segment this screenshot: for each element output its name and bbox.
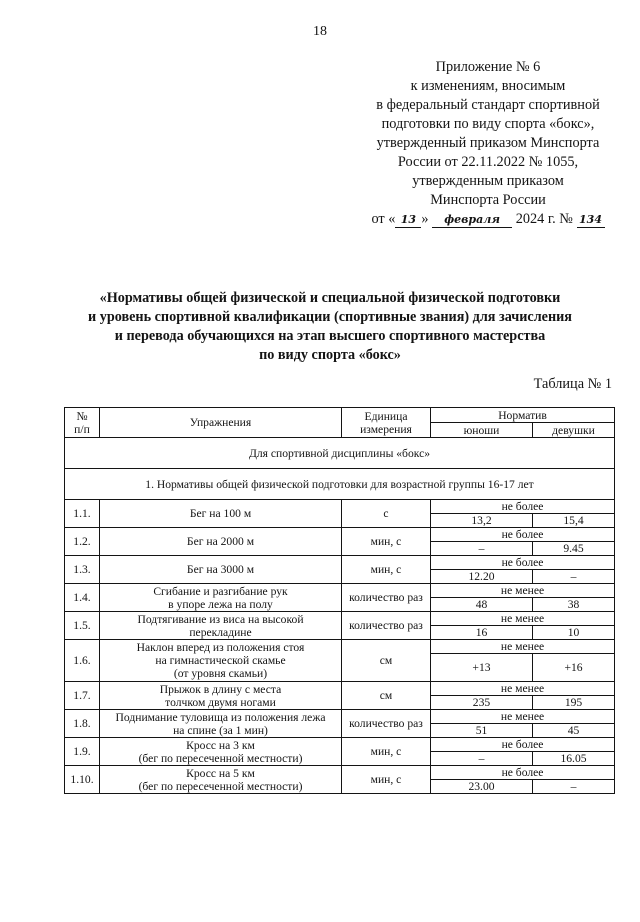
row-unit: количество раз <box>342 710 431 738</box>
row-exercise: Бег на 2000 м <box>100 528 342 556</box>
order-date-line <box>350 210 626 229</box>
appendix-block <box>350 58 626 229</box>
row-girls-value: +16 <box>533 654 615 682</box>
row-number: 1.6. <box>65 640 100 682</box>
row-number: 1.3. <box>65 556 100 584</box>
appendix-line: к изменениям, вносимым <box>410 78 566 94</box>
row-exercise: Наклон вперед из положения стоя на гимнастической скамье (от уровня скамьи) <box>100 640 342 682</box>
header-boys: юноши <box>431 423 533 438</box>
row-number: 1.7. <box>65 682 100 710</box>
row-number: 1.10. <box>65 766 100 794</box>
row-girls-value: 16.05 <box>533 752 615 766</box>
table-row <box>65 584 615 598</box>
row-condition: не более <box>431 500 615 514</box>
header-girls: девушки <box>533 423 615 438</box>
row-girls-value: – <box>533 780 615 794</box>
row-unit: см <box>342 640 431 682</box>
row-girls-value: 38 <box>533 598 615 612</box>
appendix-line: в федеральный стандарт спортивной <box>376 97 600 113</box>
title-line: по виду спорта «бокс» <box>259 347 401 363</box>
row-unit: мин, с <box>342 528 431 556</box>
norms-table <box>64 407 615 794</box>
row-number: 1.8. <box>65 710 100 738</box>
row-unit: см <box>342 682 431 710</box>
header-exercise: Упражнения <box>100 408 342 438</box>
table-row <box>65 640 615 654</box>
row-boys-value: 23.00 <box>431 780 533 794</box>
order-from-label: от « <box>371 211 396 227</box>
row-exercise: Бег на 100 м <box>100 500 342 528</box>
appendix-line: Минспорта России <box>430 192 546 208</box>
row-girls-value: – <box>533 570 615 584</box>
row-boys-value: 48 <box>431 598 533 612</box>
row-condition: не более <box>431 738 615 752</box>
row-boys-value: +13 <box>431 654 533 682</box>
row-girls-value: 15,4 <box>533 514 615 528</box>
appendix-line: утвержденным приказом <box>412 173 564 189</box>
row-girls-value: 195 <box>533 696 615 710</box>
title-line: и уровень спортивной квалификации (спортивные звания) для зачисления <box>88 309 572 325</box>
row-girls-value: 9.45 <box>533 542 615 556</box>
discipline-row: Для спортивной дисциплины «бокс» <box>65 438 615 469</box>
appendix-line: Приложение № 6 <box>435 59 541 75</box>
table-label: Таблица № 1 <box>533 376 612 392</box>
row-condition: не менее <box>431 710 615 724</box>
row-condition: не более <box>431 556 615 570</box>
row-exercise: Поднимание туловища из положения лежа на спине (за 1 мин) <box>100 710 342 738</box>
row-exercise: Подтягивание из виса на высокой перекладине <box>100 612 342 640</box>
row-boys-value: 235 <box>431 696 533 710</box>
row-number: 1.4. <box>65 584 100 612</box>
header-unit: Единица измерения <box>342 408 431 438</box>
row-boys-value: 16 <box>431 626 533 640</box>
row-unit: количество раз <box>342 584 431 612</box>
row-exercise: Сгибание и разгибание рук в упоре лежа на полу <box>100 584 342 612</box>
title-line: и перевода обучающихся на этап высшего спортивного мастерства <box>114 328 546 344</box>
row-exercise: Кросс на 5 км (бег по пересеченной местности) <box>100 766 342 794</box>
row-condition: не менее <box>431 612 615 626</box>
row-boys-value: 13,2 <box>431 514 533 528</box>
title-line: «Нормативы общей физической и специальной физической подготовки <box>99 290 561 306</box>
row-number: 1.5. <box>65 612 100 640</box>
table-row <box>65 766 615 780</box>
row-condition: не менее <box>431 682 615 696</box>
handwritten-order-number: 134 <box>577 213 605 228</box>
table-row <box>65 556 615 570</box>
row-exercise: Прыжок в длину с места толчком двумя ногами <box>100 682 342 710</box>
row-exercise: Бег на 3000 м <box>100 556 342 584</box>
row-unit: мин, с <box>342 766 431 794</box>
row-girls-value: 10 <box>533 626 615 640</box>
document-title <box>60 289 600 365</box>
row-girls-value: 45 <box>533 724 615 738</box>
row-unit: с <box>342 500 431 528</box>
row-condition: не более <box>431 528 615 542</box>
header-norm: Норматив <box>431 408 615 423</box>
row-unit: количество раз <box>342 612 431 640</box>
page-number: 18 <box>313 24 327 39</box>
row-condition: не более <box>431 766 615 780</box>
row-condition: не менее <box>431 584 615 598</box>
row-boys-value: 51 <box>431 724 533 738</box>
handwritten-month: февраля <box>432 213 512 228</box>
header-num: № п/п <box>65 408 100 438</box>
appendix-line: утвержденный приказом Минспорта <box>376 135 600 151</box>
row-unit: мин, с <box>342 556 431 584</box>
row-condition: не менее <box>431 640 615 654</box>
appendix-line: подготовки по виду спорта «бокс», <box>381 116 595 132</box>
appendix-line: России от 22.11.2022 № 1055, <box>397 154 579 170</box>
table-row <box>65 528 615 542</box>
section-row: 1. Нормативы общей физической подготовки для возрастной группы 16-17 лет <box>65 469 615 500</box>
table-row <box>65 682 615 696</box>
table-row <box>65 738 615 752</box>
table-row <box>65 500 615 514</box>
row-number: 1.1. <box>65 500 100 528</box>
row-unit: мин, с <box>342 738 431 766</box>
order-close-quote: » <box>421 211 429 227</box>
row-boys-value: 12.20 <box>431 570 533 584</box>
order-year-label: 2024 г. № <box>515 211 573 227</box>
row-boys-value: – <box>431 542 533 556</box>
table-row <box>65 710 615 724</box>
row-number: 1.2. <box>65 528 100 556</box>
handwritten-day: 13 <box>395 213 421 228</box>
row-exercise: Кросс на 3 км (бег по пересеченной местности) <box>100 738 342 766</box>
row-number: 1.9. <box>65 738 100 766</box>
table-row <box>65 612 615 626</box>
row-boys-value: – <box>431 752 533 766</box>
